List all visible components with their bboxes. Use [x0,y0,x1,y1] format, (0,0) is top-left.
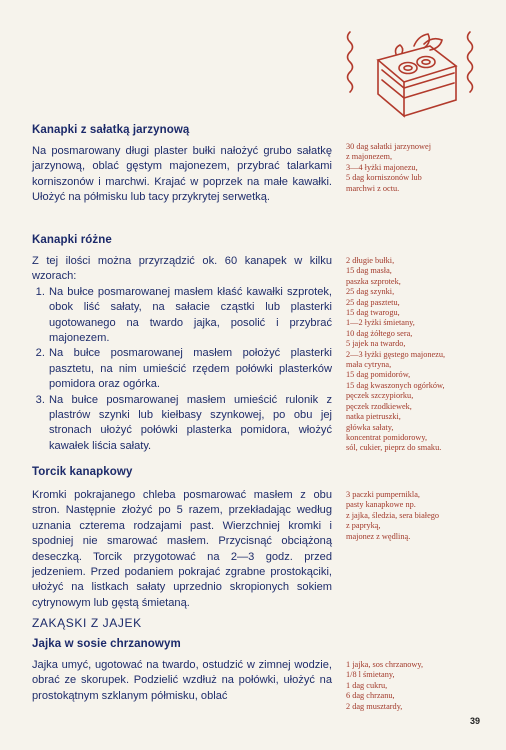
ingredient: 5 dag korniszonów lub [346,173,422,183]
chapter-title: ZAKĄSKI Z JAJEK [32,616,142,630]
ingredients-various-sandwiches [346,256,496,454]
sandwich-illustration [338,26,486,122]
ingredient: paszka szprotek, [346,276,401,286]
section-title-salad-sandwiches: Kanapki z sałatką jarzynową [32,124,190,136]
section-title-eggs-horseradish: Jajka w sosie chrzanowym [32,638,181,650]
ingredient: pęczek szczypiorku, [346,391,414,401]
ingredient: mała cytryna, [346,360,392,370]
section-text-salad-sandwiches [32,144,332,206]
ingredient: 15 dag masła, [346,266,392,276]
ingredient: 30 dag sałatki jarzynowej [346,142,432,151]
section-text-sandwich-cake [32,488,332,611]
ingredient: majonez z wędliną. [346,531,411,541]
ingredient: 1—2 łyżki śmietany, [346,318,415,328]
ingredient: 2—3 łyżki gęstego majonezu, [346,349,446,359]
ingredient: 15 dag twarogu, [346,308,400,318]
paragraph: Jajka umyć, ugotować na twardo, ostudzić w zimnej wodzie, obrać ze skorupek. Podzielić wzdłuż na połówki, ułożyć na prostokątnym szklanym półmisku, oblać [32,659,332,702]
ingredient: z majonezem, [346,152,393,162]
ingredient: 25 dag pasztetu, [346,297,400,307]
ingredient: 2 długie bułki, [346,256,395,265]
ingredient: 2 dag musztardy, [346,701,403,711]
ingredient: sól, cukier, pieprz do smaku. [346,443,442,453]
ingredient: pęczek rzodkiewek, [346,401,412,411]
list-item: 1. Na bułce posmarowanej masłem kłaść kawałki szprotek, obok liść sałaty, na sałacie cząstki lub plasterki ugotowanego na twardo jajka, posolić i przybrać majonezem. [48,285,332,347]
ingredients-sandwich-cake [346,490,496,542]
list-item: 3. Na bułce posmarowanej masłem umieścić rulonik z plastrów szynki lub kiełbasy szynkowej, po obu jej stronach ułożyć połówki plasterka pomidora, włożyć kawałek liścia sałaty. [48,393,332,455]
ingredient: natka pietruszki, [346,412,401,422]
section-text-eggs-horseradish [32,658,332,704]
ingredient: 3 paczki pumpernikla, [346,490,420,499]
ingredient: 10 dag żółtego sera, [346,328,413,338]
page-number: 39 [470,716,481,726]
section-title-various-sandwiches: Kanapki różne [32,234,112,246]
section-title-sandwich-cake: Torcik kanapkowy [32,466,133,478]
ingredient: główka sałaty, [346,422,394,432]
ingredient: marchwi z octu. [346,183,400,193]
numbered-list [32,285,332,454]
ingredients-salad-sandwiches [346,142,496,194]
ingredient: 3—4 łyżki majonezu, [346,162,418,172]
section-text-various-sandwiches [32,254,332,454]
paragraph: Kromki pokrajanego chleba posmarować masłem z obu stron. Następnie złożyć po 5 razem, przekładając według uznania czterema rodzajami past. Wierzchniej kromki i spodniej nie smarować masłem. Przycisnąć obciążoną deseczką. Torcik przygotować na 2—3 godz. przed jedzeniem. Przed podaniem pokrajać zgrabne prostokąciki, ułożyć na listkach sałaty uprzednio skropionych sokiem cytrynowym lub gęstą śmietaną. [32,489,332,609]
list-item: 2. Na bułce posmarowanej masłem położyć plasterki pasztetu, na nim umieścić rzędem połówki plasterków pomidora oraz ogórka. [48,346,332,392]
ingredient: 5 jajek na twardo, [346,339,406,349]
ingredient: z jajka, śledzia, sera białego [346,510,440,520]
paragraph: Na posmarowany długi plaster bułki nałożyć grubo sałatkę jarzynową, oblać gęstym majonezem, przybrać talarkami korniszonów i marchwi. Krajać w poprzek na małe kawałki. Ułożyć na półmisku lub tacy przykrytej serwetką. [32,145,332,204]
ingredient: 6 dag chrzanu, [346,691,395,701]
ingredient: 15 dag pomidorów, [346,370,411,380]
ingredient: 25 dag szynki, [346,287,395,297]
ingredient: 1 jajka, sos chrzanowy, [346,660,424,669]
ingredient: 1 dag cukru, [346,680,388,690]
ingredient: 15 dag kwaszonych ogórków, [346,380,445,390]
ingredient: 1/8 l śmietany, [346,670,395,680]
ingredients-eggs-horseradish [346,660,496,712]
ingredient: z papryką, [346,521,381,531]
ingredient: pasty kanapkowe np. [346,500,416,510]
paragraph: Z tej ilości można przyrządzić ok. 60 kanapek w kilku wzorach: [32,255,332,283]
ingredient: koncentrat pomidorowy, [346,432,428,442]
